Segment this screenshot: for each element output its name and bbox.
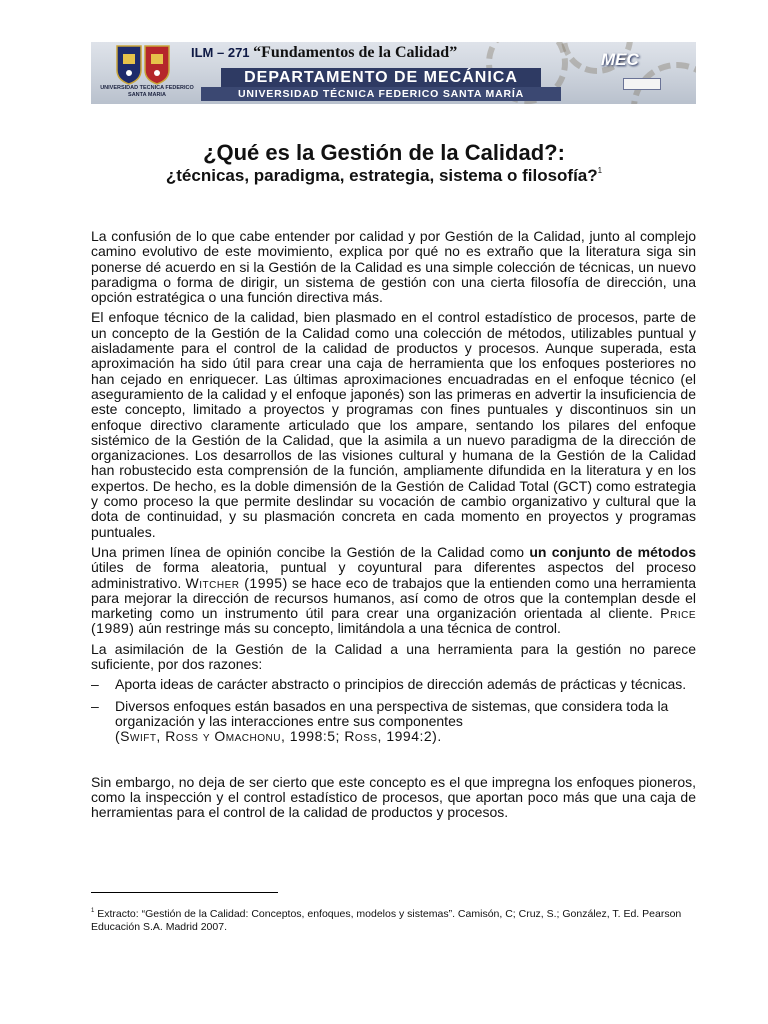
- list-item-text: Diversos enfoques están basados en una perspectiva de sistemas, que considera toda la organización y las interacciones entre sus componentes: [115, 697, 669, 729]
- course-heading: [191, 44, 457, 62]
- list-item-text: Aporta ideas de carácter abstracto o principios de dirección además de prácticas y técnicas.: [115, 676, 687, 693]
- footnote-ref[interactable]: 1: [597, 166, 603, 175]
- document-body: [91, 229, 696, 825]
- page-subtitle: [0, 166, 768, 186]
- page-title: ¿Qué es la Gestión de la Calidad?:: [203, 140, 565, 165]
- list-item: [91, 699, 696, 745]
- mec-logo: MEC: [601, 50, 639, 69]
- subtitle-text: ¿técnicas, paradigma, estrategia, sistema o filosofía?: [165, 166, 598, 185]
- paragraph-2: El enfoque técnico de la calidad, bien plasmado en el control estadístico de procesos, parte de un concepto de la Gestión de la Calidad como una colección de métodos, utilizables puntual y aisladamente para el control de la calidad de productos y procesos. Aunque superada, esta aproximación ha sido útil para crear una caja de herramienta que los enfoques posteriores no han cejado en enriquecer. Las últimas aproximaciones encuadradas en el enfoque técnico (el aseguramiento de la calidad y el enfoque japonés) son las primeras en advertir la insuficiencia de este concepto, limitado a proyectos y programas con fines puntuales y discontinuos sin un enfoque directivo claramente articulado que los ampare, sentando los pilares del enfoque sistémico de la Gestión de la Calidad, que la asimila a un nuevo paradigma de la dirección de organizaciones. Los desarrollos de las visiones cultural y humana de la Gestión de la Calidad han robustecido esta comprensión de la función, ampliamente difundida en la literatura y en los expertos. De hecho, es la doble dimensión de la Gestión de Calidad Total (GCT) como estrategia y como proceso la que permite deslindar su vocación de cambio organizativo y cultural que la dota de continuidad, y su plasmación concreta en cada momento en proyectos y programas puntuales.: [91, 309, 696, 540]
- citation-price: Price (1989): [91, 605, 696, 637]
- paragraph-3-text: aún restringe más su concepto, limitándola a una técnica de control.: [134, 620, 561, 637]
- paragraph-1: La confusión de lo que cabe entender por calidad y por Gestión de la Calidad, junto al complejo camino evolutivo de este movimiento, explica por qué no es extraño que la literatura siga sin ponerse dé acuerdo en si la Gestión de la Calidad es una simple colección de técnicas, un nuevo paradigma o forma de dirigir, un sistema de gestión con una cierta filosofía de dirección, una opción estratégica o una función directiva más.: [91, 228, 696, 306]
- header-banner: [91, 42, 696, 104]
- citation-swift-ross: (Swift, Ross y Omachonu, 1998:5; Ross, 1994:2).: [115, 728, 442, 745]
- footnote-mark: 1: [91, 908, 95, 914]
- paragraph-3-text: se hace eco de trabajos que la entienden como una herramienta para mejorar la dirección de recursos humanos, así como de otros que la contemplan desde el marketing como un instrumento útil para crear una organización orientada al cliente.: [91, 574, 696, 622]
- footnote: [91, 905, 696, 934]
- citation-witcher: Witcher (1995): [185, 574, 288, 591]
- paragraph-3-text: útiles de forma aleatoria, puntual y coyuntural para diferentes aspectos del proceso administrativo.: [91, 559, 696, 591]
- footnote-text: Extracto: “Gestión de la Calidad: Conceptos, enfoques, modelos y sistemas”. Camisón, C; Cruz, S.; González, T. Ed. Pearson Educación S.A. Madrid 2007.: [91, 908, 682, 933]
- footnote-divider: [91, 892, 278, 893]
- course-code: ILM – 271: [191, 45, 250, 60]
- list-item: [91, 677, 696, 692]
- university-name: UNIVERSIDAD TÉCNICA FEDERICO SANTA MARÍA: [201, 87, 561, 101]
- dash-bullet: –: [91, 676, 99, 693]
- reasons-list: [91, 677, 696, 744]
- university-crest-icon: [113, 44, 173, 86]
- spacer: [91, 751, 696, 775]
- paragraph-5: Sin embargo, no deja de ser cierto que este concepto es el que impregna los enfoques pioneros, como la inspección y el control estadístico de procesos, que aportan poco más que una caja de herramientas para el control de la calidad de productos y procesos.: [91, 773, 696, 821]
- dash-bullet: –: [91, 697, 99, 714]
- paragraph-3-text: Una primen línea de opinión concibe la Gestión de la Calidad como: [91, 543, 530, 560]
- department-name: DEPARTAMENTO DE MECÁNICA: [221, 68, 541, 87]
- crest-caption: UNIVERSIDAD TECNICA FEDERICO SANTA MARIA: [100, 85, 194, 98]
- paragraph-3-bold: un conjunto de métodos: [529, 543, 697, 560]
- course-name: “Fundamentos de la Calidad”: [253, 44, 458, 61]
- paragraph-3: [91, 545, 696, 637]
- mec-logo-badge: [623, 78, 661, 90]
- paragraph-4: La asimilación de la Gestión de la Calidad a una herramienta para la gestión no parece suficiente, por dos razones:: [91, 640, 696, 673]
